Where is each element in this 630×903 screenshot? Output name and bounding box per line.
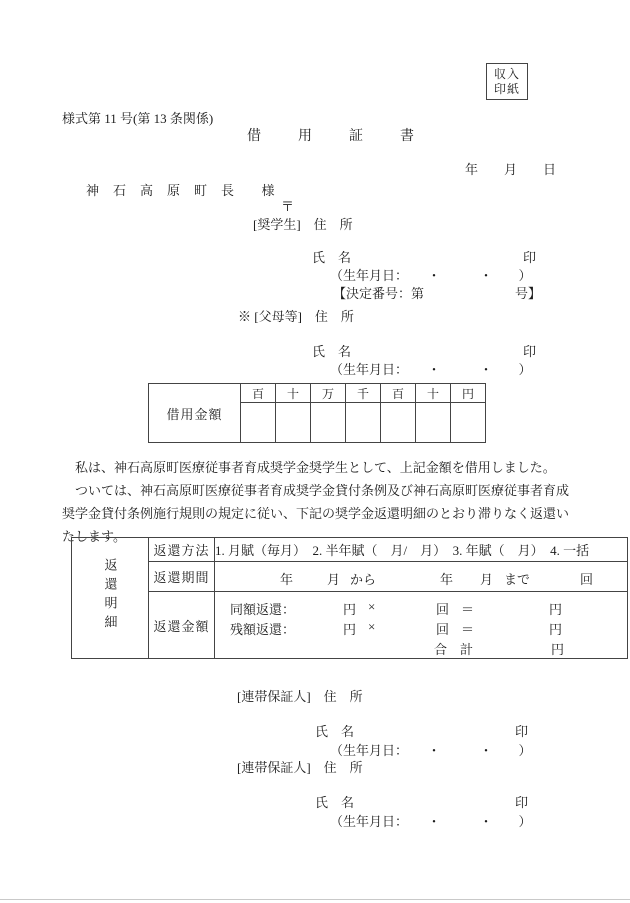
digit-header-man: 万 (311, 384, 346, 403)
document-title: 借 用 証 書 (247, 129, 417, 144)
loan-amount-row-label: 借用金額 (149, 384, 241, 443)
guarantor1-address-label: [連帯保証人] 住 所 (237, 689, 363, 704)
period-from: から (350, 572, 377, 587)
count-unit: 回 (436, 622, 450, 637)
amount-cell (416, 403, 451, 443)
revenue-stamp-line2: 印紙 (493, 81, 520, 96)
repayment-method-options: 1. 月賦（毎月） 2. 半年賦（ 月/ 月） 3. 年賦（ 月） 4. 一括 (215, 538, 628, 562)
amount-cell (346, 403, 381, 443)
repayment-period-content (215, 562, 628, 592)
revenue-stamp-box (486, 63, 528, 100)
student-birth-label: （生年月日： ・ ・ ） (330, 268, 532, 283)
repayment-method-label: 返還方法 (149, 538, 215, 562)
amount-cell (381, 403, 416, 443)
yen-unit: 円 (343, 602, 357, 617)
guarantor2-seal-label: 印 (515, 795, 529, 810)
guarantor1-birth-label: （生年月日： ・ ・ ） (330, 743, 532, 758)
page-bottom-edge (0, 899, 630, 900)
repayment-amount-content (215, 592, 628, 659)
student-address-label: [奨学生] 住 所 (253, 217, 353, 232)
digit-header-hundred: 百 (241, 384, 276, 403)
guarantor2-birth-label: （生年月日： ・ ・ ） (330, 814, 532, 829)
parent-address-label: ※ [父母等] 住 所 (238, 309, 354, 324)
guarantor2-address-label: [連帯保証人] 住 所 (237, 760, 363, 775)
digit-header-hundred2: 百 (381, 384, 416, 403)
parent-birth-label: （生年月日： ・ ・ ） (330, 362, 532, 377)
count-unit: 回 (436, 602, 450, 617)
amount-cell (241, 403, 276, 443)
times-sign: × (368, 599, 376, 614)
yen-unit: 円 (343, 622, 357, 637)
digit-header-ten: 十 (276, 384, 311, 403)
addressee-line: 神 石 高 原 町 長 様 (86, 183, 276, 198)
repayment-side-label: 返還明細 (102, 558, 118, 634)
yen-unit: 円 (551, 642, 565, 657)
repayment-period-label: 返還期間 (149, 562, 215, 592)
repayment-detail-table (71, 537, 628, 659)
remain-amount-label: 残額返還： (230, 622, 296, 637)
times-sign: × (368, 619, 376, 634)
period-year2: 年 (440, 572, 454, 587)
student-decision-number-label: 【決定番号：第 号】 (333, 286, 542, 301)
digit-header-yen: 円 (451, 384, 486, 403)
repayment-amount-label: 返還金額 (149, 592, 215, 659)
loan-statement-paragraph-2: ついては、神石高原町医療従事者育成奨学金貸付条例及び神石高原町医療従事者育成奨学金貸付条例施行規則の規定に従い、下記の奨学金返還明細のとおり滞りなく返還いたします。 (62, 483, 570, 544)
equals-sign: ＝ (461, 602, 475, 617)
same-amount-label: 同額返還： (230, 602, 296, 617)
parent-name-label: 氏 名 (312, 344, 352, 359)
total-label: 合 計 (434, 642, 474, 657)
period-month2: 月 (480, 572, 494, 587)
loan-amount-table (148, 383, 486, 443)
guarantor2-name-label: 氏 名 (315, 795, 355, 810)
period-month1: 月 (327, 572, 341, 587)
form-number: 様式第 11 号(第 13 条関係) (62, 111, 214, 126)
digit-header-ten2: 十 (416, 384, 451, 403)
equals-sign: ＝ (461, 622, 475, 637)
amount-cell (276, 403, 311, 443)
yen-unit: 円 (549, 622, 563, 637)
amount-cell (311, 403, 346, 443)
student-seal-label: 印 (523, 250, 537, 265)
student-name-label: 氏 名 (312, 250, 352, 265)
loan-statement-paragraph-1: 私は、神石高原町医療従事者育成奨学金奨学生として、上記金額を借用しました。 (62, 460, 556, 475)
period-to: まで (504, 572, 531, 587)
amount-cell (451, 403, 486, 443)
guarantor1-seal-label: 印 (515, 724, 529, 739)
guarantor1-name-label: 氏 名 (315, 724, 355, 739)
period-count: 回 (580, 572, 594, 587)
postal-mark: 〒 (281, 199, 295, 214)
date-line: 年 月 日 (465, 162, 557, 177)
digit-header-thousand: 千 (346, 384, 381, 403)
yen-unit: 円 (549, 602, 563, 617)
parent-seal-label: 印 (523, 344, 537, 359)
repayment-side-cell (72, 538, 149, 659)
revenue-stamp-line1: 収入 (493, 66, 520, 81)
loan-statement (62, 456, 573, 548)
period-year1: 年 (280, 572, 294, 587)
